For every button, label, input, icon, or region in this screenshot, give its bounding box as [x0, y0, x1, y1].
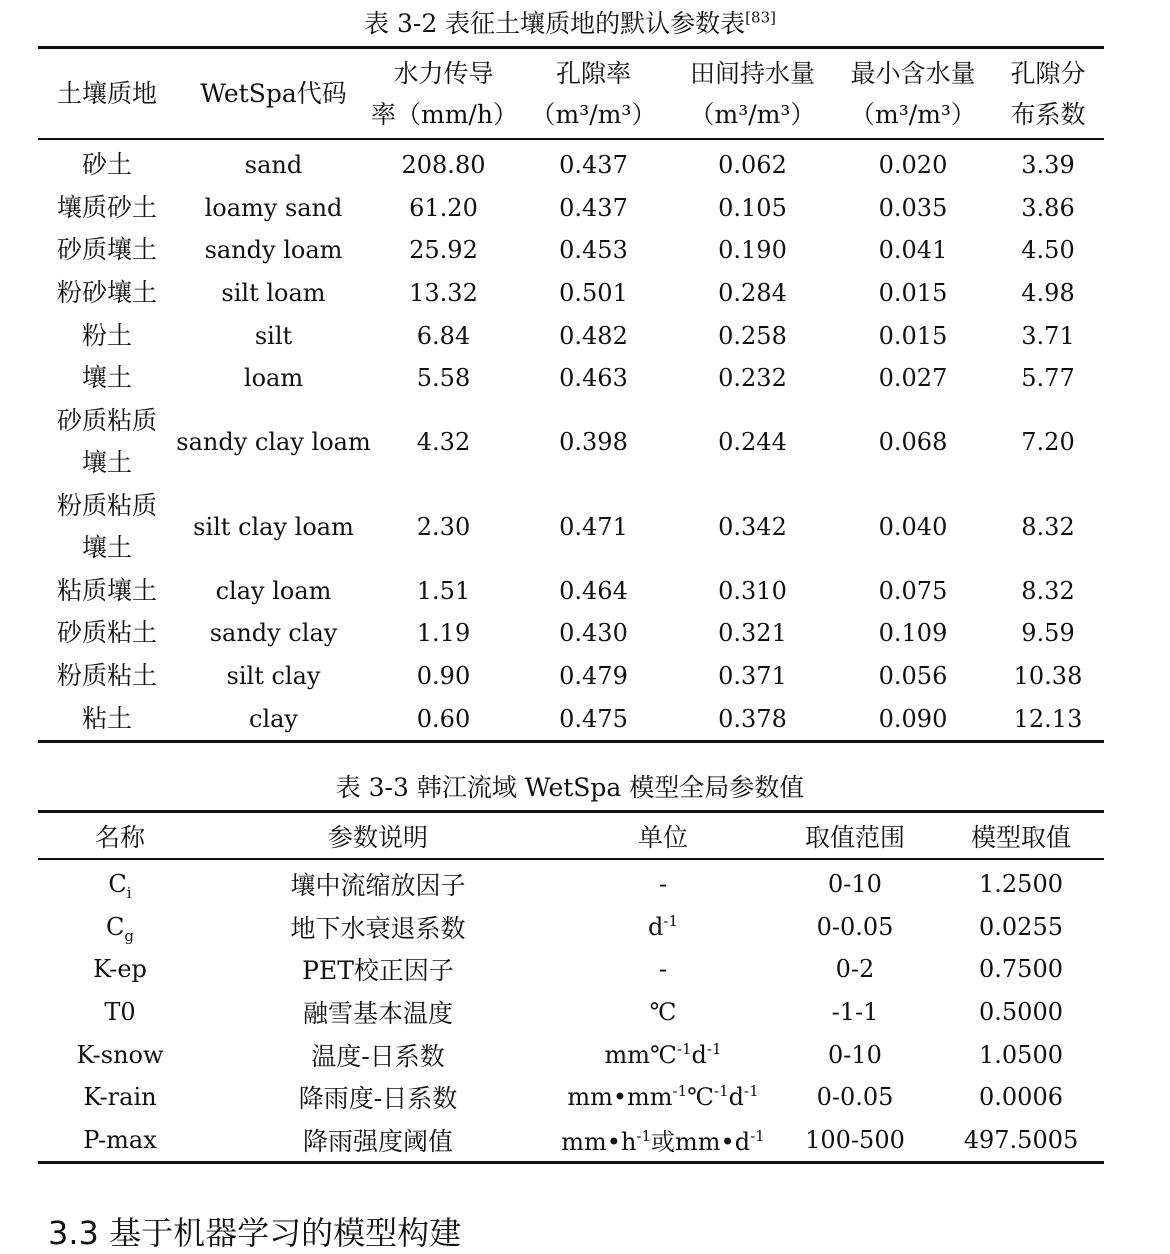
table2-header-2: 单位 — [554, 812, 772, 860]
cell-k: 25.92 — [409, 236, 478, 265]
cell-k: 4.32 — [416, 428, 471, 457]
cell-code: sandy clay — [209, 619, 338, 648]
parameter-description: 地下水衰退系数 — [290, 913, 466, 943]
unit-base: mm•h — [561, 1128, 637, 1157]
table1-header-2-line-1: 水力传导 — [393, 58, 494, 88]
parameter-symbol: T0 — [104, 998, 136, 1027]
cell-min: 0.015 — [878, 321, 948, 350]
cell-b: 4.50 — [1021, 236, 1075, 265]
parameter-description: PET校正因子 — [302, 956, 454, 986]
table-row — [38, 357, 1104, 400]
table2-header-4: 模型取值 — [938, 812, 1104, 860]
cell-code: silt clay loam — [193, 513, 354, 542]
table-row — [38, 400, 1104, 485]
cell-b: 9.59 — [1021, 619, 1075, 648]
cell-k: 13.32 — [409, 279, 478, 308]
unit-base: ℃ — [649, 998, 677, 1027]
cell-b: 10.38 — [1013, 662, 1083, 691]
cell-por: 0.463 — [559, 364, 628, 393]
unit-base: mm•mm — [567, 1083, 673, 1112]
cell-por: 0.453 — [559, 236, 628, 265]
table-row — [38, 697, 1104, 741]
soil-texture-name-line-1: 砂质壤土 — [56, 235, 157, 265]
unit-exponent: -1 — [706, 1039, 722, 1058]
cell-code: clay — [249, 704, 298, 733]
parameter-name — [38, 859, 202, 906]
parameter-value: 0.0006 — [979, 1083, 1063, 1112]
parameter-description: 融雪基本温度 — [302, 999, 453, 1029]
table-row — [38, 948, 1104, 991]
cell-b: 3.86 — [1021, 193, 1075, 222]
unit-exponent: -1 — [714, 1082, 729, 1101]
cell-fc: 0.232 — [718, 364, 787, 393]
soil-texture-name-line-1: 粉砂壤土 — [56, 278, 157, 308]
cell-code: sandy loam — [204, 236, 343, 265]
soil-texture-name-line-1: 粉质粘质 — [56, 491, 157, 521]
cell-fc: 0.062 — [718, 151, 787, 180]
soil-texture-name — [38, 357, 176, 400]
unit-base: 或mm•d — [651, 1128, 751, 1157]
parameter-name — [38, 948, 202, 991]
parameter-unit — [554, 1076, 772, 1119]
soil-texture-name — [38, 229, 176, 272]
soil-texture-name-line-1: 粘土 — [81, 703, 132, 733]
unit-base: d — [691, 1040, 707, 1069]
parameter-description: 降雨强度阈值 — [302, 1126, 453, 1156]
soil-texture-name-line-1: 粉土 — [81, 320, 132, 350]
parameter-description: 壤中流缩放因子 — [290, 871, 466, 901]
section-heading: 3.3 基于机器学习的模型构建 — [48, 1214, 462, 1252]
table-row — [38, 314, 1104, 357]
cell-k: 0.90 — [416, 662, 471, 691]
cell-b: 4.98 — [1021, 279, 1075, 308]
cell-b: 3.71 — [1021, 321, 1075, 350]
soil-texture-name-line-1: 砂土 — [81, 150, 132, 180]
parameter-value: 1.2500 — [979, 870, 1063, 899]
table1-caption-text: 表 3-2 表征土壤质地的默认参数表 — [364, 9, 746, 38]
table-row — [38, 859, 1104, 906]
cell-code: sandy clay loam — [176, 428, 371, 457]
table1-header-4-line-2: （m³/m³） — [689, 99, 816, 129]
cell-min: 0.035 — [878, 193, 948, 222]
cell-b: 3.39 — [1021, 151, 1075, 180]
unit-base: d — [728, 1083, 745, 1112]
parameter-value: 1.0500 — [979, 1040, 1063, 1069]
table1-header-4 — [671, 48, 834, 140]
soil-texture-name-line-1: 粘质壤土 — [56, 575, 157, 605]
table-row — [38, 655, 1104, 698]
parameter-value: 497.5005 — [963, 1125, 1079, 1154]
table2-header-1: 参数说明 — [202, 812, 554, 860]
cell-por: 0.398 — [559, 428, 628, 457]
table-row — [38, 612, 1104, 655]
cell-min: 0.041 — [878, 236, 948, 265]
parameter-description: 降雨度-日系数 — [298, 1084, 458, 1114]
parameter-unit — [554, 906, 772, 949]
table-row — [38, 1119, 1104, 1163]
table-row — [38, 570, 1104, 613]
cell-fc: 0.284 — [718, 279, 787, 308]
cell-min: 0.068 — [878, 428, 948, 457]
cell-min: 0.015 — [878, 279, 948, 308]
table1-header-5-line-2: （m³/m³） — [850, 99, 976, 129]
parameter-name — [38, 991, 202, 1034]
cell-min: 0.027 — [878, 364, 948, 393]
parameter-range: -1-1 — [831, 998, 879, 1027]
cell-por: 0.437 — [559, 193, 628, 222]
table-row — [38, 991, 1104, 1034]
cell-k: 0.60 — [416, 704, 471, 733]
soil-texture-name-line-1: 砂质粘质 — [56, 406, 157, 436]
parameter-name — [38, 906, 202, 949]
table-row — [38, 272, 1104, 315]
soil-texture-name-line-1: 壤土 — [81, 363, 132, 393]
parameter-range: 0-2 — [835, 955, 875, 984]
cell-code: clay loam — [215, 576, 332, 605]
table1-header-1 — [176, 48, 371, 140]
soil-texture-name — [38, 400, 176, 485]
cell-b: 12.13 — [1013, 704, 1083, 733]
table-row — [38, 906, 1104, 949]
soil-texture-name — [38, 187, 176, 230]
parameter-symbol: K-rain — [83, 1083, 157, 1112]
cell-b: 5.77 — [1021, 364, 1075, 393]
parameter-name — [38, 1076, 202, 1119]
cell-fc: 0.371 — [718, 662, 787, 691]
soil-texture-name — [38, 139, 176, 187]
cell-por: 0.501 — [559, 279, 628, 308]
cell-min: 0.056 — [878, 662, 948, 691]
cell-por: 0.479 — [559, 662, 628, 691]
cell-fc: 0.378 — [718, 704, 787, 733]
cell-fc: 0.244 — [718, 428, 787, 457]
cell-b: 7.20 — [1021, 428, 1075, 457]
table-row — [38, 229, 1104, 272]
parameter-range: 100-500 — [805, 1125, 905, 1154]
cell-min: 0.020 — [878, 151, 948, 180]
table1-header-6-line-1: 孔隙分 — [1010, 58, 1086, 88]
soil-texture-name — [38, 570, 176, 613]
soil-texture-name — [38, 655, 176, 698]
cell-k: 208.80 — [401, 151, 486, 180]
table-row — [38, 485, 1104, 570]
cell-min: 0.075 — [878, 576, 948, 605]
cell-por: 0.475 — [559, 704, 628, 733]
soil-texture-name — [38, 272, 176, 315]
table1-header-3-line-2: （m³/m³） — [530, 99, 657, 129]
table1-header-6 — [992, 48, 1104, 140]
parameter-symbol: C — [106, 912, 125, 941]
table-row — [38, 1033, 1104, 1076]
cell-fc: 0.105 — [718, 193, 787, 222]
cell-code: silt — [254, 321, 293, 350]
parameter-range: 0-0.05 — [816, 1083, 894, 1112]
cell-code: silt clay — [226, 662, 321, 691]
table2-header-0: 名称 — [38, 812, 202, 860]
unit-base: mm℃ — [604, 1040, 677, 1069]
unit-base: ℃ — [687, 1083, 715, 1112]
parameter-range: 0-10 — [828, 1040, 882, 1069]
parameter-subscript: i — [126, 884, 132, 903]
cell-code: loam — [243, 364, 304, 393]
cell-por: 0.471 — [559, 513, 628, 542]
soil-texture-name — [38, 612, 176, 655]
unit-exponent: -1 — [663, 911, 678, 930]
cell-k: 6.84 — [416, 321, 471, 350]
parameter-value: 0.5000 — [979, 998, 1063, 1027]
soil-texture-name — [38, 697, 176, 741]
cell-code: loamy sand — [204, 193, 343, 222]
unit-exponent: -1 — [744, 1082, 759, 1101]
soil-texture-name-line-1: 砂质粘土 — [56, 618, 157, 648]
soil-texture-name-line-2: 壤土 — [81, 448, 132, 478]
unit-base: - — [658, 955, 668, 984]
table2-caption: 表 3-3 韩江流域 WetSpa 模型全局参数值 — [335, 773, 805, 802]
cell-min: 0.090 — [878, 704, 948, 733]
cell-por: 0.430 — [559, 619, 628, 648]
parameter-unit — [554, 948, 772, 991]
parameter-range: 0-0.05 — [816, 912, 894, 941]
cell-fc: 0.258 — [718, 321, 787, 350]
soil-texture-name-line-1: 粉质粘土 — [56, 661, 157, 691]
table1-caption-reference: [83] — [745, 8, 776, 27]
cell-code: silt loam — [221, 279, 326, 308]
table1-header-6-line-2: 布系数 — [1010, 99, 1086, 129]
table1-header-4-line-1: 田间持水量 — [689, 58, 815, 88]
cell-por: 0.464 — [559, 576, 628, 605]
soil-texture-name — [38, 485, 176, 570]
unit-exponent: -1 — [636, 1127, 652, 1146]
parameter-symbol: K-ep — [93, 955, 147, 984]
table1-header-5 — [834, 48, 992, 140]
unit-base: - — [658, 870, 668, 899]
cell-min: 0.040 — [878, 513, 948, 542]
parameter-unit — [554, 859, 772, 906]
table-row — [38, 187, 1104, 230]
unit-base: d — [648, 912, 664, 941]
cell-min: 0.109 — [878, 619, 948, 648]
parameter-range: 0-10 — [828, 870, 882, 899]
cell-k: 1.51 — [416, 576, 471, 605]
table2-header-row — [38, 812, 1104, 860]
soil-texture-name-line-2: 壤土 — [81, 533, 132, 563]
cell-fc: 0.190 — [718, 236, 787, 265]
table1-header-1-line-1: WetSpa代码 — [200, 79, 347, 108]
table1-header-3 — [516, 48, 671, 140]
cell-b: 8.32 — [1021, 576, 1075, 605]
parameter-name — [38, 1119, 202, 1163]
parameter-name — [38, 1033, 202, 1076]
cell-fc: 0.342 — [718, 513, 787, 542]
table1-header-0 — [38, 48, 176, 140]
soil-texture-name-line-1: 壤质砂土 — [56, 192, 157, 222]
parameter-symbol: K-snow — [76, 1040, 164, 1069]
table1-header-2-line-2: 率（mm/h） — [371, 99, 518, 129]
parameter-description: 温度-日系数 — [311, 1041, 445, 1071]
unit-exponent: -1 — [672, 1082, 688, 1101]
cell-por: 0.437 — [559, 151, 628, 180]
cell-b: 8.32 — [1021, 513, 1075, 542]
parameter-value: 0.0255 — [979, 912, 1063, 941]
parameter-unit — [554, 991, 772, 1034]
unit-exponent: -1 — [676, 1039, 692, 1058]
table-row — [38, 1076, 1104, 1119]
parameter-symbol: P-max — [83, 1125, 157, 1154]
parameter-unit — [554, 1033, 772, 1076]
parameter-value: 0.7500 — [979, 955, 1063, 984]
table1-header-0-line-1: 土壤质地 — [56, 79, 157, 108]
soil-texture-table — [38, 46, 1104, 743]
table1-header-3-line-1: 孔隙率 — [555, 58, 631, 88]
cell-k: 61.20 — [409, 193, 478, 222]
table1-header-5-line-1: 最小含水量 — [850, 58, 976, 88]
cell-k: 1.19 — [416, 619, 471, 648]
cell-k: 2.30 — [416, 513, 471, 542]
parameter-unit — [554, 1119, 772, 1163]
cell-fc: 0.321 — [718, 619, 787, 648]
table1-header-2 — [371, 48, 516, 140]
cell-k: 5.58 — [416, 364, 471, 393]
unit-exponent: -1 — [750, 1127, 765, 1146]
parameter-symbol: C — [108, 870, 127, 899]
table-row — [38, 139, 1104, 187]
global-parameter-table — [38, 810, 1104, 1164]
cell-fc: 0.310 — [718, 576, 787, 605]
table1-header-row — [38, 48, 1104, 140]
table1-caption — [0, 4, 1140, 40]
cell-por: 0.482 — [559, 321, 628, 350]
table2-header-3: 取值范围 — [772, 812, 938, 860]
parameter-subscript: g — [124, 926, 134, 945]
soil-texture-name — [38, 314, 176, 357]
cell-code: sand — [244, 151, 303, 180]
